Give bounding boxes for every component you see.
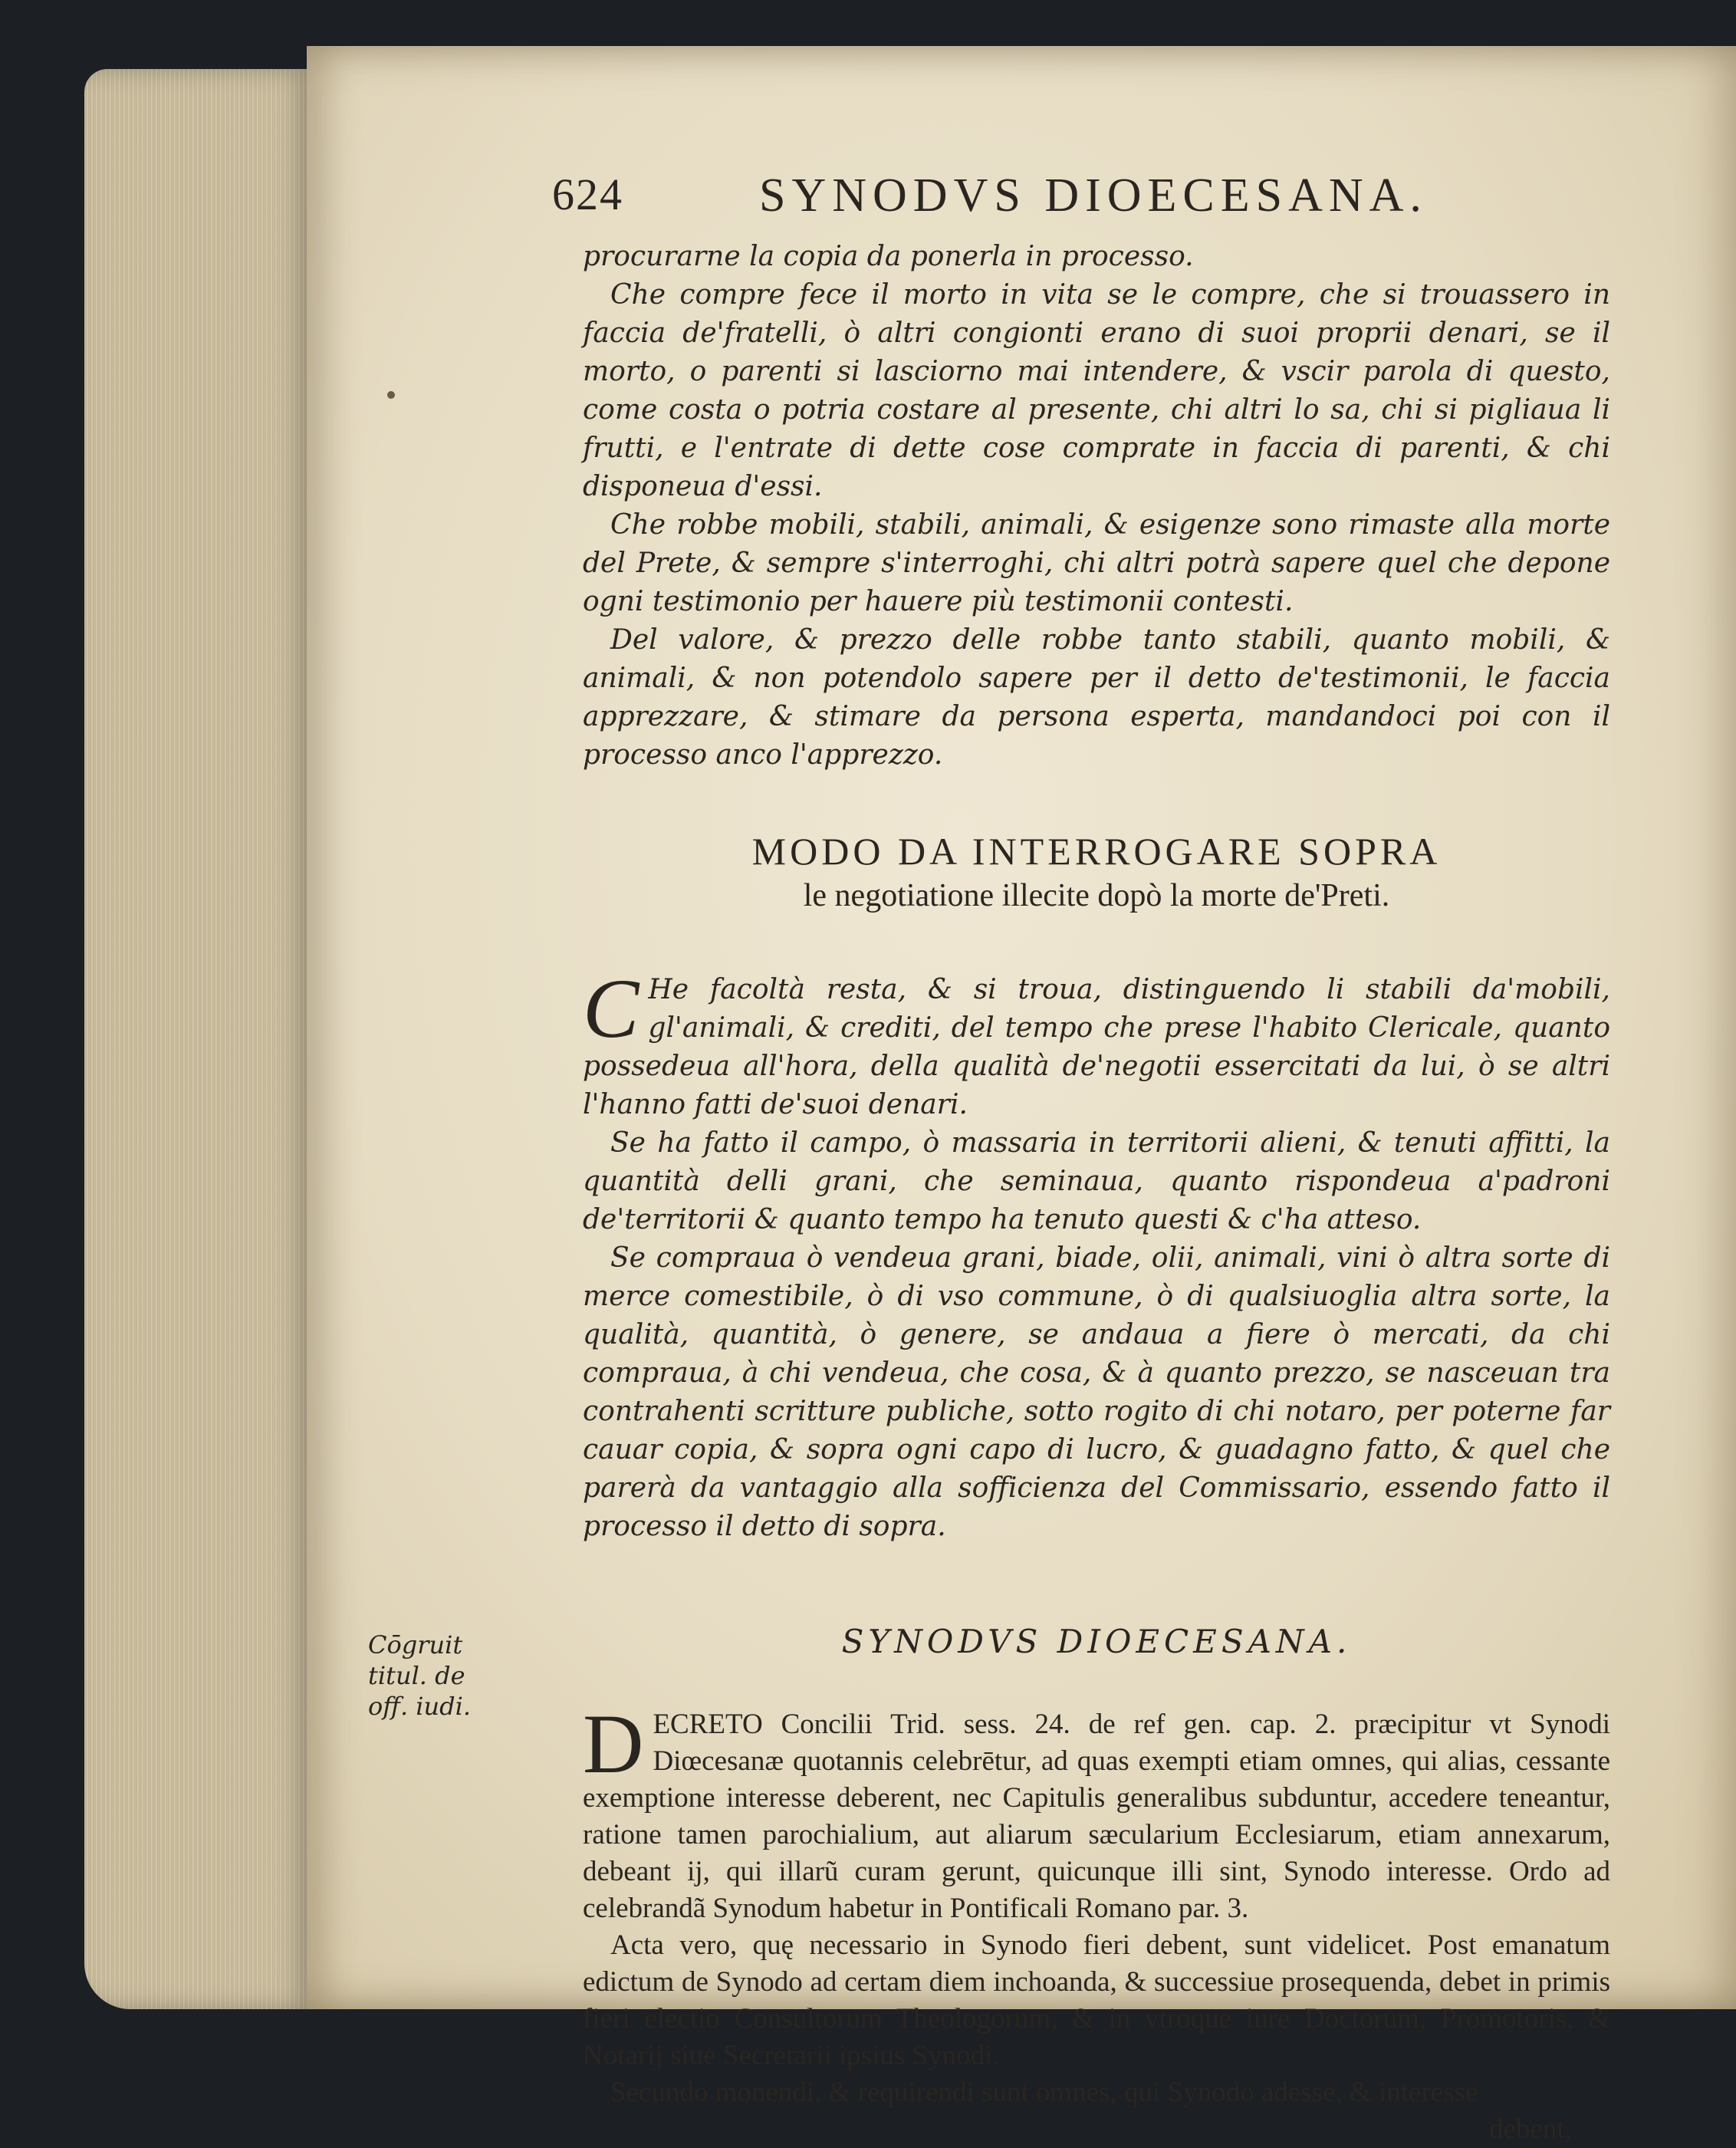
drop-capital: C <box>583 962 639 1055</box>
drop-capital: D <box>583 1697 644 1791</box>
paragraph <box>583 962 1610 1124</box>
catchword: debent, <box>1489 2113 1572 2145</box>
paragraph <box>583 1697 1610 1927</box>
page-number: 624 <box>552 169 623 219</box>
section-heading <box>360 828 1610 917</box>
paragraph: procurarne la copia da ponerla in processo. <box>583 241 1194 272</box>
running-head <box>360 153 1603 238</box>
negotiation-text <box>360 962 1610 1546</box>
paragraph: Del valore, & prezzo delle robbe tanto stabili, quanto mobili, & animali, & non potendolo sapere per il detto de'testimonii, le faccia apprezzare, & stimare da persona esperta, mandandoci poi con il processo anco l'apprezzo. <box>583 624 1610 771</box>
paragraph: Se ha fatto il campo, ò massaria in territorii alieni, & tenuti affitti, la quantità delli grani, che seminaua, quanto rispondeua a'padroni de'territorii & quanto tempo ha tenuto questi & c'ha atteso. <box>583 1127 1610 1235</box>
page-content <box>360 153 1610 2148</box>
section-title-line1: MODO DA INTERROGARE SOPRA <box>751 830 1442 873</box>
paragraph: Che robbe mobili, stabili, animali, & esigenze sono rimaste alla morte del Prete, & sempre s'interroghi, chi altri potrà sapere quel che depone ogni testimonio per hauere più testimonii contesti. <box>583 509 1610 617</box>
latin-text <box>360 1697 1610 2148</box>
paragraph: Che compre fece il morto in vita se le compre, che si trouassero in faccia de'fratelli, ò altri congionti erano di suoi proprii denari, se il morto, o parenti si lasciorno mai intendere, & vscir parola di questo, come costa o potria costare al presente, chi altri lo sa, chi si pigliaua li frutti, e l'entrate di dette cose comprate in faccia di parenti, & chi disponeua d'essi. <box>583 279 1610 502</box>
paragraph: Acta vero, quę necessario in Synodo fieri debent, sunt videlicet. Post emanatum edictum de Synodo ad certam diem inchoanda, & successiue prosequenda, debet in primis fieri electio Consultorum Theologorum, & in vtroque iure Doctorum, Promotoris, & Notarij siue Secretarii ipsius Synodi. <box>583 1929 1610 2071</box>
paragraph-text: He facoltà resta, & si troua, distinguendo li stabili da'mobili, gl'animali, & crediti, del tempo che prese l'habito Clericale, quanto possedeua all'hora, della qualità de'negotii essercitati da lui, ò se altri l'hanno fatti de'suoi denari. <box>583 974 1610 1120</box>
paragraph-text: ECRETO Concilii Trid. sess. 24. de ref gen. cap. 2. præcipitur vt Synodi Diœcesanæ quotannis celebrētur, ad quas exempti etiam omnes, qui alias, cessante exemptione interesse deberent, nec Capitulis generalibus subduntur, accedere teneantur, ratione tamen parochialium, aut aliarum sæcularium Ecclesiarum, etiam annexarum, debeant ij, qui illarũ curam gerunt, quicunque illi sint, Synodo interesse. Ordo ad celebrandã Synodum habetur in Pontificali Romano par. 3. <box>583 1709 1610 1924</box>
paragraph: Se compraua ò vendeua grani, biade, olii, animali, vini ò altra sorte di merce comestibile, ò di vso commune, ò di qualsiuoglia altra sorte, la qualità, quantità, ò genere, se andaua a fiere ò mercati, da chi compraua, à chi vendeua, che cosa, & à quanto prezzo, se nasceuan tra contrahenti scritture publiche, sotto rogito di chi notaro, per poterne far cauar copia, & sopra ogni capo di lucro, & guadagno fatto, & quel che parerà da vantaggio alla sofficienza del Commissario, essendo fatto il processo il detto di sopra. <box>583 1242 1610 1542</box>
margin-note: Cōgruit titul. de off. iudi. <box>368 1630 472 1721</box>
interrogation-text <box>360 238 1610 775</box>
book-fore-edge <box>84 69 314 2009</box>
paragraph: Secundo monendi, & requirendi sunt omnes, qui Synodo adesse, & interesse <box>610 2077 1478 2108</box>
running-title: SYNODVS DIOECESANA. <box>759 169 1428 222</box>
synod-heading: SYNODVS DIOECESANA. <box>841 1623 1352 1660</box>
section-title-line2: le negotiatione illecite dopò la morte de'Preti. <box>803 878 1390 913</box>
